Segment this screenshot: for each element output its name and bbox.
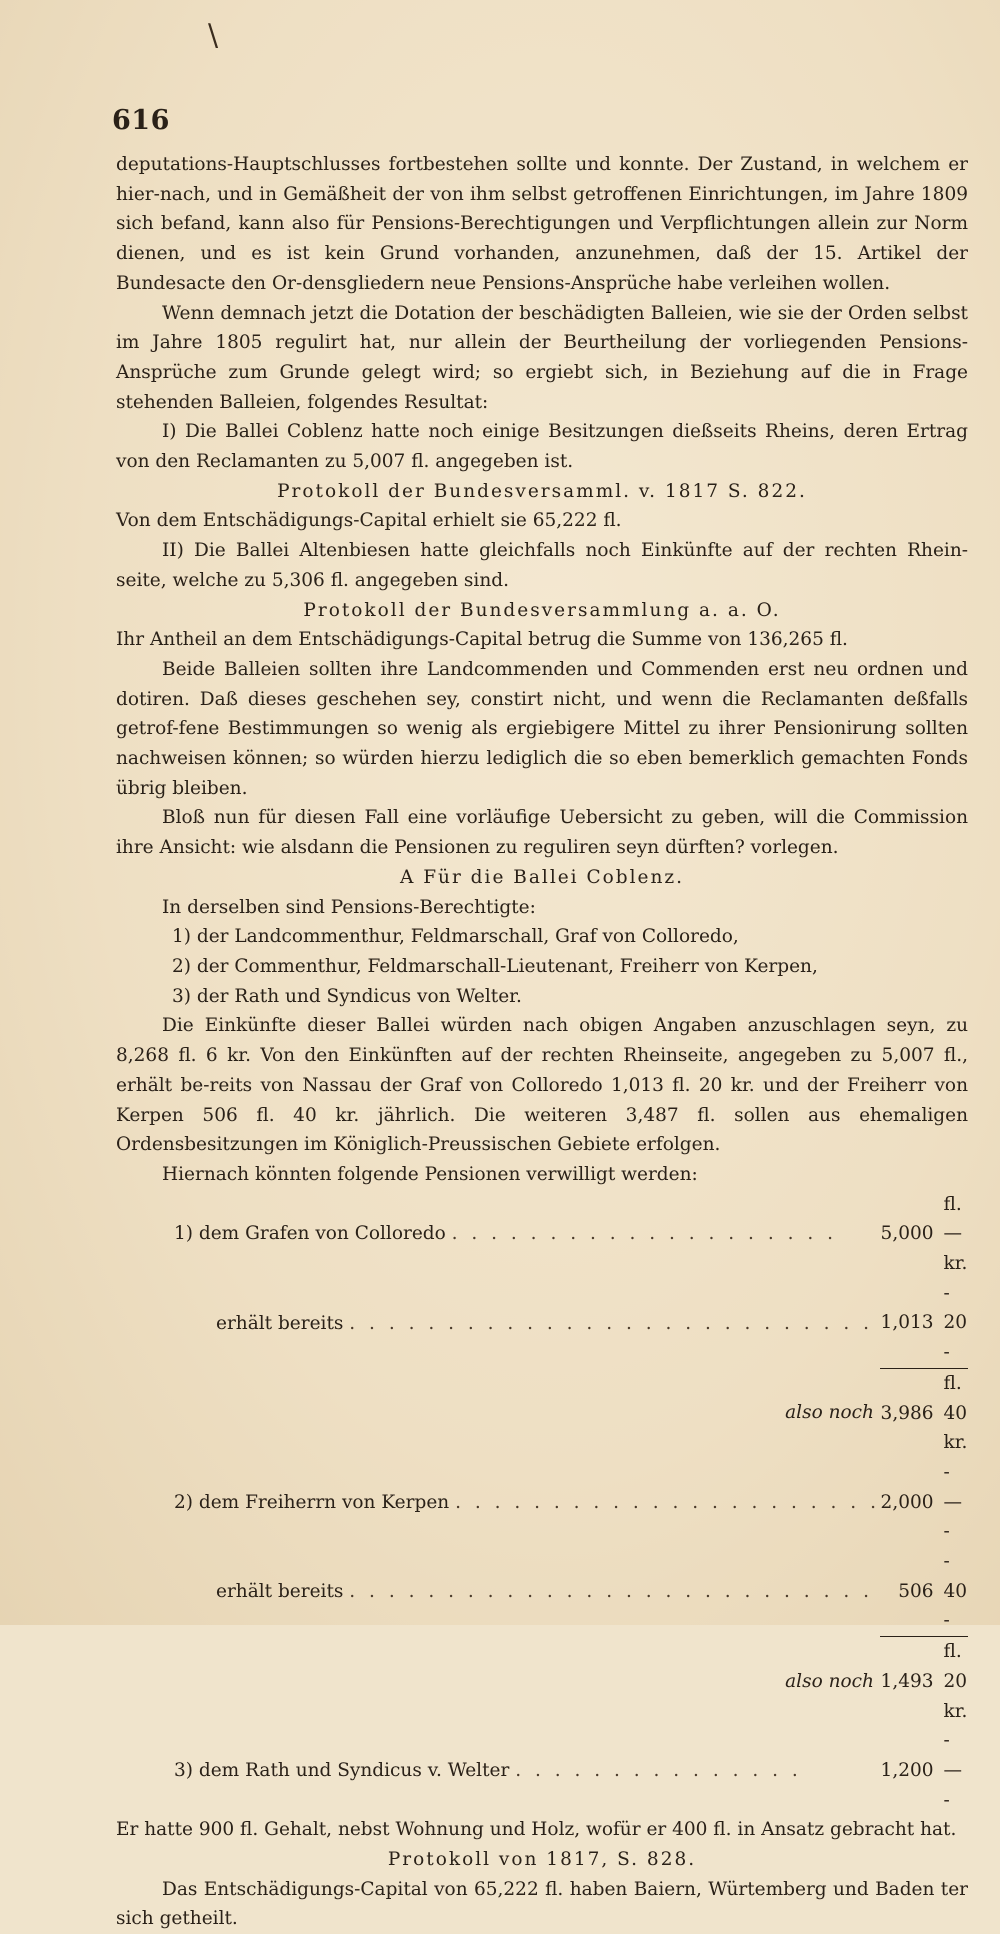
reference-3: Protokoll von 1817, S. 828. bbox=[387, 1849, 697, 1871]
row-unit: fl. 20 kr. bbox=[938, 1637, 968, 1727]
leader-dots: . . . . . . . . . . . . . . . . . . . . . . . . . . . bbox=[349, 1312, 873, 1334]
table-row bbox=[116, 1279, 968, 1369]
page-body bbox=[116, 150, 968, 1934]
reference-2: Protokoll der Bundesversammlung a. a. O. bbox=[303, 599, 781, 621]
row-label: erhält bereits bbox=[216, 1581, 344, 1602]
row-label: erhält bereits bbox=[216, 1312, 344, 1334]
row-unit: - 20 - bbox=[943, 1282, 968, 1364]
row-amount: 3,986 bbox=[880, 1368, 938, 1458]
paragraph-5: II) Die Ballei Altenbiesen hatte gleichfalls noch Einkünfte auf der rechten Rhein-seite, welche zu 5,306 fl. angegeben sind. bbox=[116, 540, 968, 591]
table-row bbox=[116, 1458, 968, 1547]
row-unit: - 40 - bbox=[943, 1551, 968, 1632]
leader-dots: . . . . . . . . . . . . . . . . . . . . bbox=[451, 1223, 837, 1245]
table-row bbox=[116, 1368, 968, 1458]
corner-mark: \ bbox=[208, 18, 219, 53]
row-amount: 1,200 bbox=[880, 1759, 934, 1781]
leader-dots: . . . . . . . . . . . . . . . . . . . . . . bbox=[455, 1491, 880, 1513]
table-row bbox=[116, 1637, 968, 1727]
paragraph-11: Hiernach könnten folgende Pensionen verwilligt werden: bbox=[162, 1163, 698, 1185]
row-unit: fl. — kr. bbox=[943, 1193, 968, 1275]
row-label: 2) dem Freiherrn von Kerpen bbox=[174, 1491, 450, 1513]
paragraph-8: Bloß nun für diesen Fall eine vorläufige Uebersicht zu geben, will die Commission ihre Ansicht: wie alsdann die Pensionen zu reguliren seyn dürften? vorlegen. bbox=[116, 807, 968, 859]
pension-table bbox=[116, 1190, 968, 1816]
row-amount: 506 bbox=[898, 1580, 934, 1602]
row-amount: 5,000 bbox=[880, 1223, 934, 1245]
list-item-2: 2) der Commenthur, Feldmarschall-Lieutenant, Freiherr von Kerpen, bbox=[172, 955, 818, 977]
paragraph-9: In derselben sind Pensions-Berechtigte: bbox=[162, 896, 536, 918]
row-label: 3) dem Rath und Syndicus v. Welter bbox=[174, 1759, 510, 1781]
table-row bbox=[116, 1547, 968, 1637]
page-number: 616 bbox=[112, 105, 170, 136]
reference-1: Protokoll der Bundesversamml. v. 1817 S. 822. bbox=[277, 480, 807, 502]
leader-dots: . . . . . . . . . . . . . . . . . . . . . . . . . . . bbox=[349, 1581, 873, 1602]
paragraph-3: I) Die Ballei Coblenz hatte noch einige Besitzungen dießseits Rheins, deren Ertrag von den Reclamanten zu 5,007 fl. angegeben ist. bbox=[116, 421, 968, 473]
paragraph-13: Das Entschädigungs-Capital von 65,222 fl. haben Baiern, Würtemberg und Baden ter sich getheilt. bbox=[116, 1878, 968, 1930]
paragraph-2: Wenn demnach jetzt die Dotation der beschädigten Balleien, wie sie der Orden selbst im Jahre 1805 regulirt hat, nur allein der Beurtheilung der vorliegenden Pensions-Ansprüche zum Grunde gelegt wird; so ergiebt sich, in Beziehung auf die in Frage stehenden Balleien, folgendes Resultat: bbox=[116, 302, 968, 413]
table-row bbox=[116, 1190, 968, 1279]
paragraph-10: Die Einkünfte dieser Ballei würden nach obigen Angaben anzuschlagen seyn, zu 8,268 fl. 6 kr. Von den Einkünften auf der rechten Rheinseite, angegeben zu 5,007 fl., erhält be-reits von Nassau der Graf von Colloredo 1,013 fl. 20 kr. und der Freiherr von Kerpen 506 fl. 40 kr. jährlich. Die weiteren 3,487 fl. sollen aus ehemaligen Ordensbesitzungen im Königlich-Preussischen Gebiete erfolgen. bbox=[116, 1015, 968, 1156]
paragraph-6: Ihr Antheil an dem Entschädigungs-Capital betrug die Summe von 136,265 fl. bbox=[116, 629, 848, 651]
row-unit: - — - bbox=[943, 1461, 963, 1543]
table-row bbox=[116, 1726, 968, 1815]
section-heading-a: A Für die Ballei Coblenz. bbox=[399, 866, 685, 888]
row-amount: 2,000 bbox=[880, 1491, 934, 1513]
list-item-3: 3) der Rath und Syndicus von Welter. bbox=[172, 985, 522, 1007]
leader-dots: . . . . . . . . . . . . . . . bbox=[515, 1759, 802, 1781]
row-amount: 1,013 bbox=[880, 1312, 934, 1334]
row-label: 1) dem Grafen von Colloredo bbox=[174, 1223, 446, 1245]
paragraph-7: Beide Balleien sollten ihre Landcommenden und Commenden erst neu ordnen und dotiren. Daß dieses geschehen sey, constirt nicht, und wenn die Reclamanten deßfalls getrof-fene Bestimmungen so wenig als ergiebigere Mittel zu ihrer Pensionirung sollten nachweisen können; so würden hierzu lediglich die so eben bemerklich gemachten Fonds übrig bleiben. bbox=[116, 658, 968, 799]
row-amount: 1,493 bbox=[880, 1637, 938, 1727]
row-label: also noch bbox=[785, 1670, 874, 1692]
paragraph-12: Er hatte 900 fl. Gehalt, nebst Wohnung und Holz, wofür er 400 fl. in Ansatz gebracht hat. bbox=[116, 1819, 957, 1841]
paragraph-4: Von dem Entschädigungs-Capital erhielt sie 65,222 fl. bbox=[116, 510, 622, 532]
paragraph-1: deputations-Hauptschlusses fortbestehen sollte und konnte. Der Zustand, in welchem er hier-nach, und in Gemäßheit der von ihm selbst getroffenen Einrichtungen, im Jahre 1809 sich befand, kann also für Pensions-Berechtigungen und Verpflichtungen allein zur Norm dienen, und es ist kein Grund vorhanden, anzunehmen, daß der 15. Artikel der Bundesacte den Or-densgliedern neue Pensions-Ansprüche habe verleihen wollen. bbox=[116, 154, 968, 294]
row-label: also noch bbox=[785, 1402, 874, 1424]
row-unit: - — - bbox=[943, 1730, 963, 1811]
row-unit: fl. 40 kr. bbox=[938, 1368, 968, 1458]
list-item-1: 1) der Landcommenthur, Feldmarschall, Graf von Colloredo, bbox=[172, 926, 739, 948]
